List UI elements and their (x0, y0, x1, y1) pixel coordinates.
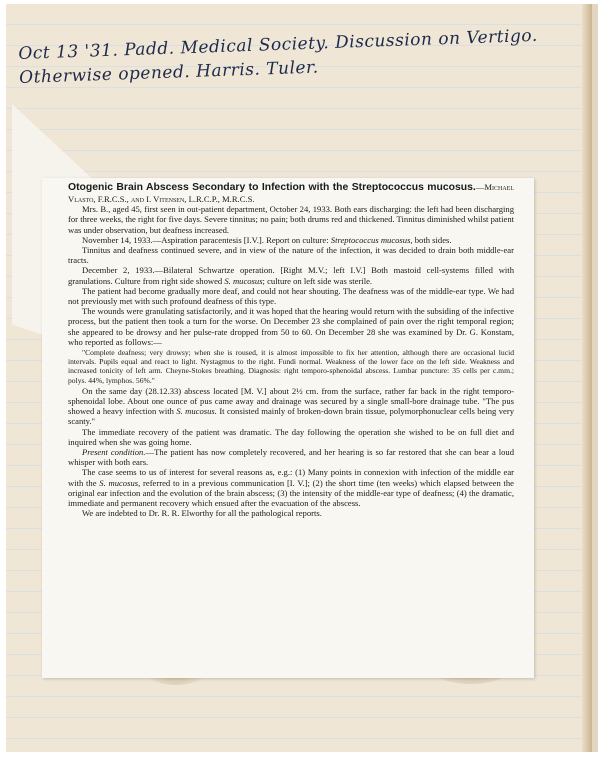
article-paragraph: Mrs. B., aged 45, first seen in out-patient department, October 24, 1933. Both ears discharging: the left had been discharging for three weeks, the right for five days. Severe tinnitus; no pain; both drums red and thickened. Tinnitus diminished whilst patient was under observation, but deafness increased. (68, 204, 514, 235)
article-paragraph: Present condition.—The patient has now completely recovered, and her hearing is so far restored that she can bear a loud whisper with both ears. (68, 447, 514, 468)
article-paragraph: Tinnitus and deafness continued severe, and in view of the nature of the infection, it was decided to drain both middle-ear tracts. (68, 245, 514, 266)
article-paragraph: On the same day (28.12.33) abscess located [M. V.] about 2½ cm. from the surface, rather far back in the right temporo-sphenoidal lobe. About one ounce of pus came away and drainage was secured by a single small-bore drainage tube. "The pus showed a heavy infection with S. mucosus. It consisted mainly of broken-down brain tissue, polymorphonuclear cells being very scanty." (68, 385, 515, 427)
article-paragraph: We are indebted to Dr. R. R. Elworthy for all the pathological reports. (82, 508, 322, 519)
article-paragraph: The patient had become gradually more deaf, and could not hear shouting. The deafness was of the middle-ear type. We had not previously met with such profound deafness of this type. (68, 285, 514, 307)
article-heading (68, 182, 514, 204)
article-paragraph: The immediate recovery of the patient was dramatic. The day following the operation she wished to be on full diet and inquired when she was going home. (68, 426, 514, 447)
journal-clipping (42, 178, 534, 678)
handwritten-line-1: Oct 13 '31. Padd. Medical Society. Discussion on Vertigo. (18, 25, 539, 64)
article-paragraph: December 2, 1933.—Bilateral Schwartze operation. [Right M.V.; left I.V.] Both mastoid cell-systems filled with granulations. Culture from right side showed S. mucosus; culture on left side was sterile. (68, 265, 514, 286)
article-paragraph: The wounds were granulating satisfactorily, and it was hoped that the hearing would return with the subsiding of the infective process, but the patient then took a turn for the worse. On December 23 she complained of pain over the right temporal region; she appeared to be drowsy and her pulse-rate dropped from 50 to 60. On December 28 she was examined by Dr. G. Konstam, who reported as follows:— (68, 306, 514, 347)
report-quote: "Complete deafness; very drowsy; when she is roused, it is almost impossible to fix her attention, although there are occasional lucid intervals. Pupils equal and react to light. Nystagmus to the right. Fundi normal. Weakness of the lower face on the left side. Weakness and increased tonicity of left arm. Cheyne-Stokes breathing. Diagnosis: right temporo-sphenoidal abscess. Lumbar puncture: 35 cells per c.mm.; polys. 44%, lymphos. 56%." (68, 348, 514, 385)
handwritten-line-2: Otherwise opened. Harris. Tuler. (18, 57, 320, 88)
article-title: Otogenic Brain Abscess Secondary to Infection with the Streptococcus mucosus. (68, 182, 476, 193)
handwritten-note (18, 22, 579, 90)
page-edge (582, 4, 592, 752)
article-authors: —Michael Vlasto, F.R.C.S., and I. Vitensen, L.R.C.P., M.R.C.S. (68, 182, 514, 204)
article-paragraph: The case seems to us of interest for several reasons as, e.g.: (1) Many points in connexion with infection of the middle ear with the S. mucosus, referred to in a previous communication [I. V.]; (2) the short time (ten weeks) which elapsed between the original ear infection and the evolution of the brain abscess; (3) the intensity of the middle-ear type of deafness; (4) the dramatic, immediate and permanent recovery which ensued after the evacuation of the abscess. (68, 467, 515, 509)
article-paragraph: November 14, 1933.—Aspiration paracentesis [I.V.]. Report on culture: Streptococcus mucosus, both sides. (82, 234, 452, 245)
